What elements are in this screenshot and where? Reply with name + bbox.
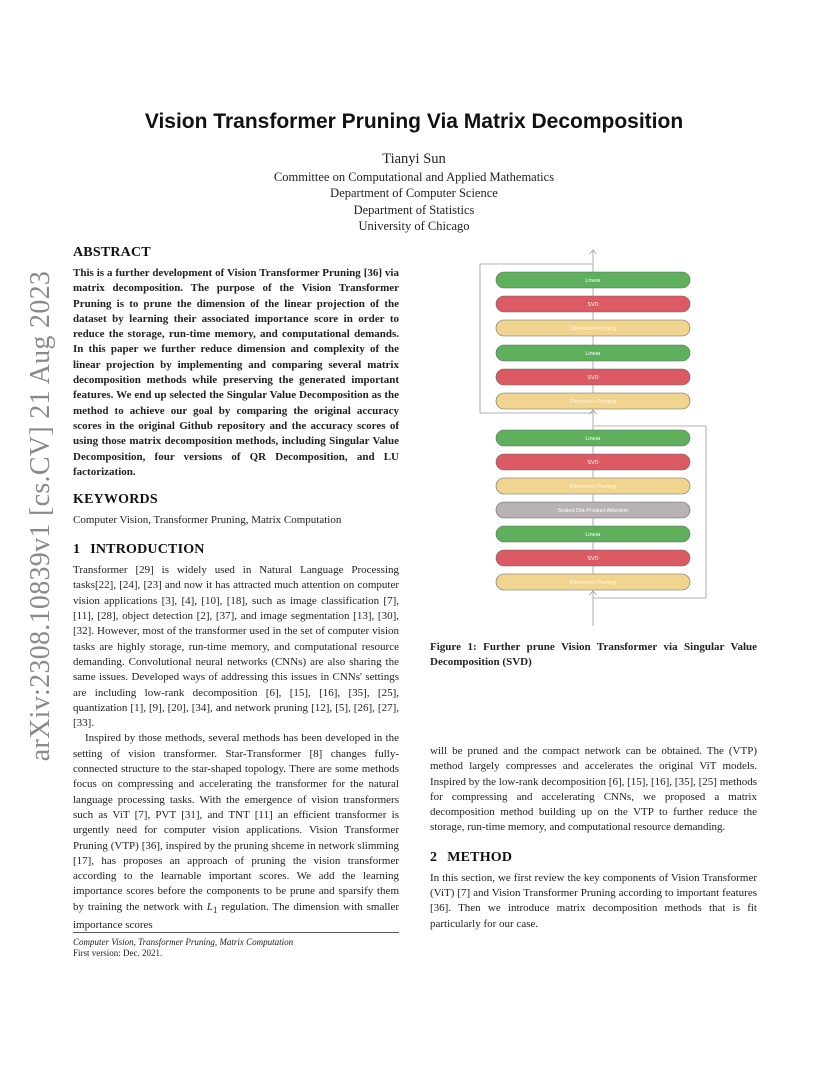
affiliation-3: Department of Statistics [353,202,475,217]
introduction-heading [73,542,399,558]
intro-paragraph-2-text: Inspired by those methods, several methods has been developed in the setting of vision transformer. Star-Transformer [8] changes fully-connected structure to the star-shaped topology. There are some methods focus on compressing and accelerating the transformer for the natural language processing tasks. With the emergence of vision transformers such as ViT [7], PVT [31], and TNT [11] an efficient transformer is urgently need for computer vision applications. Vision Transformer Pruning (VTP) [36], inspired by the pruning shceme in network slimming [17], has proposes an approach of pruning the vision transformer according to the learnable important scores. We add the learning importance scores before the components to be prune and sparsify them by training the network with [73,732,399,913]
affiliation-2: Department of Computer Science [330,186,498,201]
keywords-heading: KEYWORDS [73,492,158,508]
affiliation-4: University of Chicago [358,218,470,233]
diagram-block-label: SVD [587,460,599,466]
paper-title: Vision Transformer Pruning Via Matrix Decomposition [144,110,684,133]
method-text: In this section, we first review the key components of Vision Transformer (ViT) [7] and Vision Transformer Pruning according to important features [36]. Then we introduce matrix decomposition methods that is fit particularly for our case. [430,871,757,930]
footnote-version: First version: Dec. 2021. [73,948,163,958]
arxiv-id: arXiv:2308.10839v1 [cs.CV] 21 Aug 2023 [25,270,56,762]
section-number: 1 [73,542,81,558]
diagram-block-label: Linear [585,436,601,442]
diagram-block-label: Dimension Pruning [569,326,617,332]
figure-caption: Figure 1: Further prune Vision Transformer via Singular Value Decomposition (SVD) [430,641,757,668]
diagram-block-label: Dimension Pruning [569,484,617,490]
intro-continued: will be pruned and the compact network can be obtained. The (VTP) method largely compresses and accelerates the original ViT models. Inspired by the low-rank decomposition [6], [15], [16], [35], [25] methods for compressing and accelerating CNNs, we proposed a matrix decomposition method building up on the VTP to further reduce the storage, run-time memory, and computational resource demanding. [430,745,757,834]
figure-1-diagram [470,248,710,628]
footnote [73,932,399,959]
arxiv-stamp [18,270,64,762]
keywords-text: Computer Vision, Transformer Pruning, Matrix Computation [73,514,342,527]
abstract-text: This is a further development of Vision Transformer Pruning [36] via matrix decomposition. The purpose of the Vision Transformer Pruning is to prune the dimension of the linear projection of the dataset by learning their associated importance score in order to reduce the storage, run-time memory, and computational demands. In this paper we further reduce dimension and complexity of the linear projection by implementing and comparing several matrix decomposition methods while preserving the generated important features. We end up selected the Singular Value Decomposition as the method to achieve our goal by comparing the original accuracy scores in the original Github repository and the accuracy scores of using those matrix decomposition methods, including Singular Value Decomposition, four versions of QR Decomposition, and LU factorization. [73,267,399,478]
affiliation-1: Committee on Computational and Applied Mathematics [273,170,555,185]
section-number: 2 [430,849,438,865]
diagram-block-label: SVD [587,302,599,308]
math-L: L [206,900,213,913]
diagram-block-label: Scaled Dot-Product Attention [557,508,629,514]
intro-paragraph-2-end: regulation. The dimension with smaller importance scores [73,900,399,932]
diagram-blocks [496,272,690,590]
left-column [73,245,399,933]
diagram-block-label: Dimension Pruning [569,399,617,405]
author-name: Tianyi Sun [382,151,446,167]
diagram-block-label: Dimension Pruning [569,580,617,586]
diagram-block-label: Linear [585,351,601,357]
abstract-heading: ABSTRACT [73,245,151,260]
diagram-block-label: Linear [585,532,601,538]
section-title: METHOD [447,849,513,865]
section-title: INTRODUCTION [90,542,205,558]
footnote-keywords: Computer Vision, Transformer Pruning, Matrix Computation [73,937,294,947]
diagram-block-label: SVD [587,556,599,562]
author-block [0,151,828,234]
intro-paragraph-1: Transformer [29] is widely used in Natural Language Processing tasks[22], [24], [23] and now it has attracted much attention on computer vision applications [3], [4], [10], [18], such as image classification [7], [11], [28], object detection [2], [37], and image segmentation [13], [30], [32]. However, most of the transformer used in the set of computer vision tasks are highly storage, run-time memory, and computational resource demanding. Convolutional neural networks (CNNs) are also sharing the same issues. Developed ways of addressing this issues in CNNs' settings are including low-rank decomposition [6], [15], [16], [35], [25], quantization [1], [9], [20], [34], and network pruning [12], [5], [26], [27], [33]. [73,564,399,730]
method-heading [430,850,757,866]
diagram-block-label: SVD [587,375,599,381]
diagram-block-label: Linear [585,278,601,284]
math-subscript: 1 [212,904,218,915]
right-column [430,744,757,932]
intro-paragraph-2 [73,731,399,933]
